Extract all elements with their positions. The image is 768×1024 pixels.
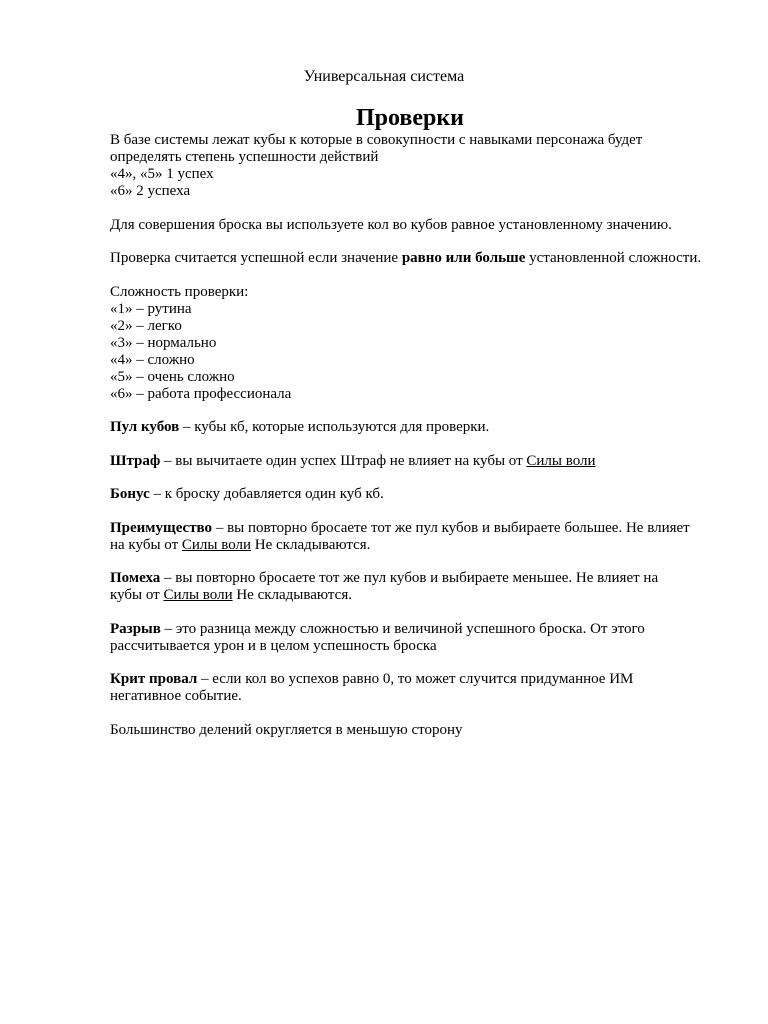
- willpower-reference: Силы воли: [181, 536, 252, 553]
- intro-line: «6» 2 успеха: [110, 183, 191, 199]
- crit-fail-definition-cont: негативное событие.: [110, 688, 242, 704]
- roll-paragraph: Для совершения броска вы используете кол во кубов равное установленному значению.: [110, 216, 672, 233]
- crit-fail-term: Крит провал: [110, 671, 198, 687]
- bonus-term: Бонус: [110, 486, 150, 502]
- penalty-text: – вы вычитаете один успех Штраф не влияет на кубы от: [160, 452, 527, 469]
- penalty-term: Штраф: [110, 452, 161, 469]
- advantage-text: Не складываются.: [251, 536, 371, 553]
- willpower-reference: Силы воли: [526, 452, 596, 469]
- hindrance-definition-cont: [110, 587, 740, 604]
- check-text-bold: равно или больше: [401, 250, 526, 266]
- difficulty-level: «4» – сложно: [110, 351, 195, 368]
- difficulty-level: «2» – легко: [110, 317, 182, 334]
- document-header: Универсальная система: [303, 68, 465, 85]
- penalty-definition: [110, 453, 740, 470]
- check-text-after: установленной сложности.: [525, 250, 702, 266]
- rounding-note: Большинство делений округляется в меньшую сторону: [110, 721, 463, 738]
- crit-fail-definition: [110, 671, 740, 688]
- difficulty-level: «1» – рутина: [110, 300, 192, 317]
- bonus-text: – к броску добавляется один куб кб.: [149, 486, 384, 502]
- hindrance-term: Помеха: [110, 570, 161, 586]
- difficulty-level: «6» – работа профессионала: [110, 385, 292, 402]
- gap-definition-cont: рассчитывается урон и в целом успешность броска: [110, 637, 437, 654]
- advantage-definition-cont: [110, 537, 740, 554]
- hindrance-definition: [110, 570, 740, 587]
- page-title: Проверки: [355, 105, 465, 131]
- difficulty-heading: Сложность проверки:: [110, 283, 249, 300]
- check-paragraph: [110, 250, 740, 267]
- check-text-before: Проверка считается успешной если значение: [110, 250, 402, 266]
- willpower-reference: Силы воли: [163, 587, 233, 603]
- advantage-term: Преимущество: [110, 519, 213, 536]
- crit-fail-text: – если кол во успехов равно 0, то может случится придуманное ИМ: [197, 671, 634, 687]
- advantage-text: на кубы от: [110, 536, 182, 553]
- intro-line: определять степень успешности действий: [110, 149, 379, 165]
- hindrance-text: кубы от: [110, 587, 164, 603]
- difficulty-level: «3» – нормально: [110, 334, 217, 351]
- pool-definition: [110, 419, 740, 436]
- pool-text: – кубы кб, которые используются для проверки.: [179, 419, 490, 435]
- pool-term: Пул кубов: [110, 419, 180, 435]
- hindrance-text: Не складываются.: [232, 587, 352, 603]
- hindrance-text: – вы повторно бросаете тот же пул кубов и выбираете меньшее. Не влияет на: [160, 570, 659, 586]
- gap-term: Разрыв: [110, 620, 161, 637]
- gap-definition: [110, 621, 740, 638]
- bonus-definition: [110, 486, 740, 503]
- intro-line: «4», «5» 1 успех: [110, 166, 214, 182]
- document-body: [110, 132, 740, 739]
- gap-text: – это разница между сложностью и величиной успешного броска. От этого: [160, 620, 645, 637]
- advantage-definition: [110, 520, 740, 537]
- advantage-text: – вы повторно бросаете тот же пул кубов и выбираете большее. Не влияет: [212, 519, 690, 536]
- intro-line: В базе системы лежат кубы к которые в совокупности с навыками персонажа будет: [110, 132, 643, 148]
- difficulty-level: «5» – очень сложно: [110, 368, 235, 385]
